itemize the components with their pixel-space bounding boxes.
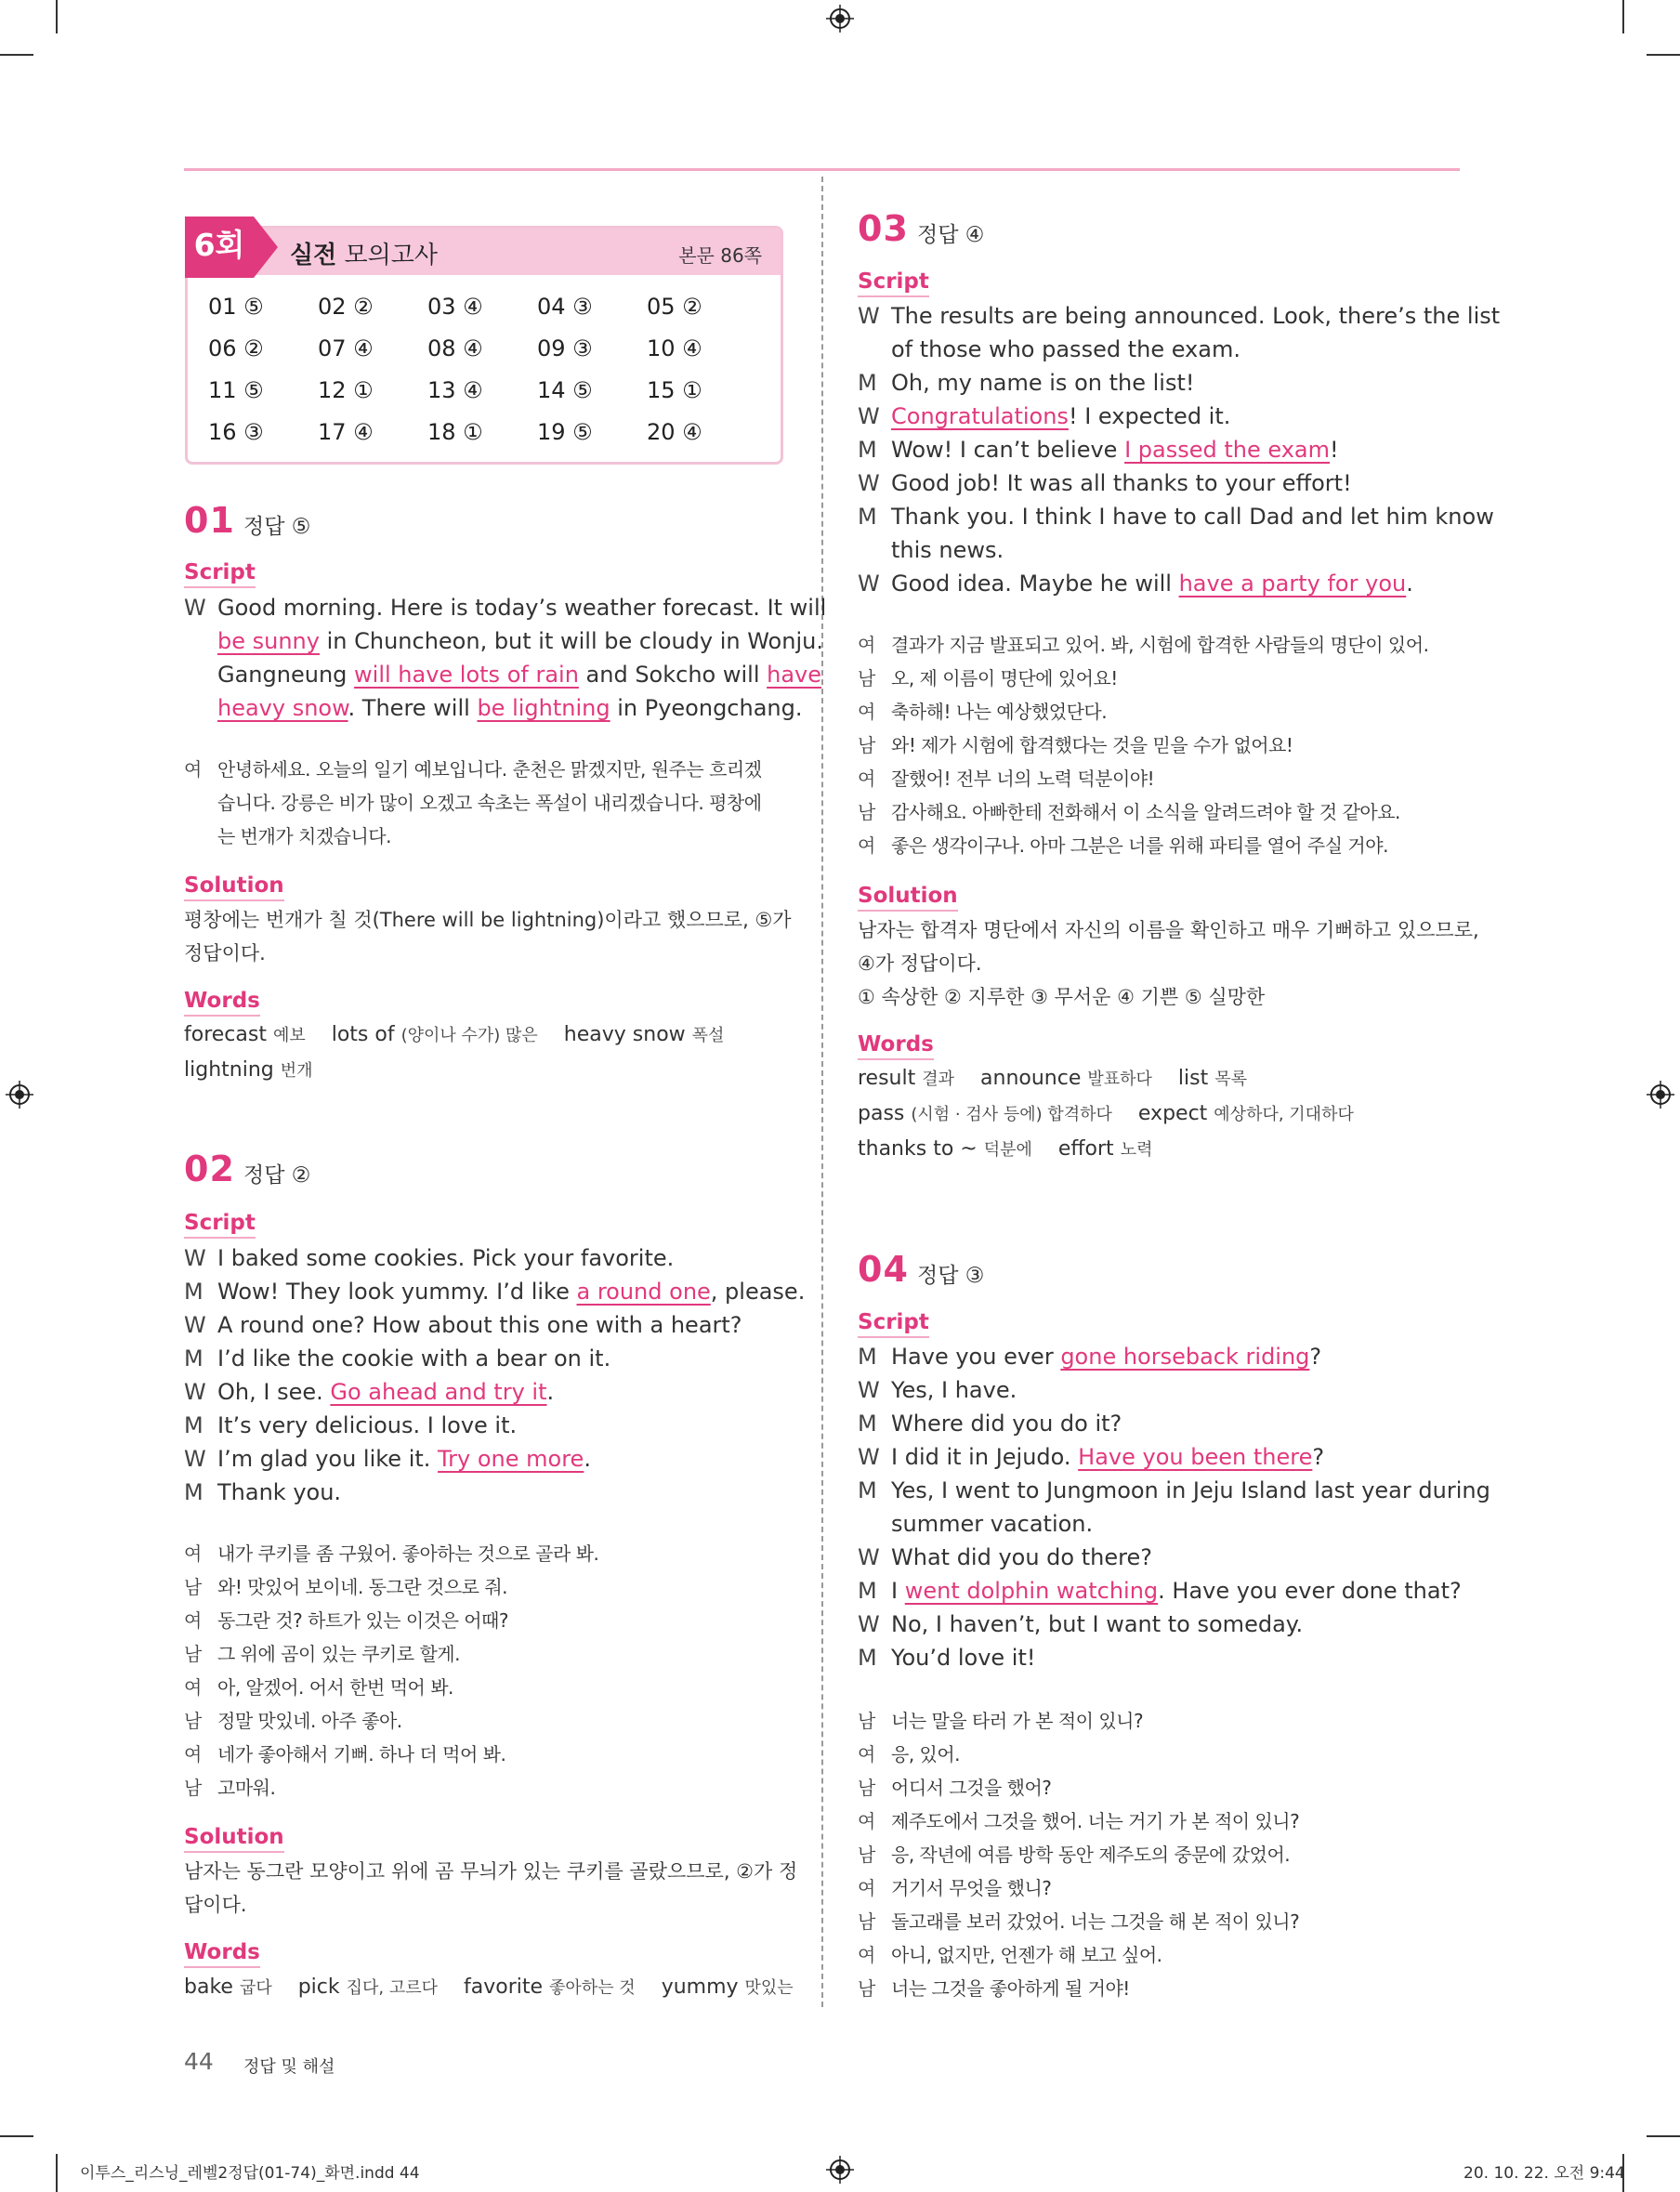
script-heading: Script — [184, 560, 256, 588]
solution-text: 평창에는 번개가 칠 것(There will be lightning)이라고 했으므로, ⑤가 정답이다. — [184, 909, 792, 965]
registration-mark-icon — [826, 2156, 854, 2184]
translation-line: 남 그 위에 곰이 있는 쿠키로 할게. — [184, 1643, 460, 1665]
script-line: W Good morning. Here is today’s weather forecast. It will — [184, 595, 827, 621]
test-title: 실전 모의고사 — [290, 242, 438, 269]
script-block — [858, 299, 1501, 600]
translation-line: 남 너는 그것을 좋아하게 될 거야! — [858, 1977, 1130, 2000]
registration-mark-icon — [826, 5, 854, 33]
script-line: M Yes, I went to Jungmoon in Jeju Island last year during — [858, 1477, 1490, 1503]
translation-line: 여 안녕하세요. 오늘의 일기 예보입니다. 춘천은 맑겠지만, 원주는 흐리겠 — [184, 758, 762, 781]
question-answer: 정답 ⑤ — [243, 515, 311, 539]
solution-heading: Solution — [184, 1825, 284, 1853]
script-heading: Script — [184, 1211, 256, 1239]
answer-item: 03 ④ — [427, 294, 483, 320]
key-phrase: Try one more — [438, 1446, 584, 1472]
crop-mark — [1622, 0, 1624, 33]
question-number: 02 — [184, 1149, 235, 1189]
answer-item: 06 ② — [208, 335, 264, 361]
script-line: M Have you ever gone horseback riding? — [858, 1344, 1322, 1370]
key-phrase: gone horseback riding — [1060, 1344, 1310, 1370]
answer-item: 07 ④ — [318, 335, 374, 361]
answer-item: 17 ④ — [318, 419, 374, 445]
print-slug-file: 이투스_리스닝_레벨2정답(01-74)_화면.indd 44 — [80, 2164, 420, 2183]
answer-box-header — [188, 229, 781, 275]
answer-item: 10 ④ — [647, 335, 702, 361]
script-line: M Thank you. I think I have to call Dad and let him know — [858, 504, 1494, 530]
answer-item: 16 ③ — [208, 419, 264, 445]
answer-item: 11 ⑤ — [208, 377, 264, 403]
crop-mark — [1647, 54, 1680, 56]
script-line: W I’m glad you like it. Try one more. — [184, 1446, 591, 1472]
key-phrase: Congratulations — [891, 403, 1069, 429]
translation-line: 남 감사해요. 아빠한테 전화해서 이 소식을 알려드려야 할 것 같아요. — [858, 801, 1400, 823]
crop-mark — [0, 2135, 33, 2137]
answer-item: 12 ① — [318, 377, 374, 403]
translation-line: 는 번개가 치겠습니다. — [217, 825, 391, 847]
words-heading: Words — [184, 989, 260, 1017]
solution-text: 남자는 합격자 명단에서 자신의 이름을 확인하고 매우 기뻐하고 있으므로, ④가 정답이다. ① 속상한 ② 지루한 ③ 무서운 ④ 기쁜 ⑤ 실망한 — [858, 919, 1479, 1008]
answer-box — [185, 226, 783, 465]
solution-heading: Solution — [858, 884, 958, 912]
script-line: be sunny in Chuncheon, but it will be cloudy in Wonju. — [217, 628, 823, 654]
solution-heading: Solution — [184, 873, 284, 901]
key-phrase: will have lots of rain — [354, 662, 579, 688]
script-line: W Good job! It was all thanks to your effort! — [858, 470, 1352, 496]
crop-mark — [1647, 2135, 1680, 2137]
key-phrase: Go ahead and try it — [330, 1379, 547, 1405]
translation-line: 남 오, 제 이름이 명단에 있어요! — [858, 667, 1118, 689]
page-reference: 본문 86쪽 — [678, 244, 762, 267]
script-line: W I did it in Jejudo. Have you been there? — [858, 1444, 1325, 1470]
words-list: forecast 예보 lots of (양이나 수가) 많은 heavy snow 폭설 lightning 번개 — [184, 1023, 725, 1082]
translation-line: 여 잘했어! 전부 너의 노력 덕분이야! — [858, 768, 1155, 790]
translation-line: 여 내가 쿠키를 좀 구웠어. 좋아하는 것으로 골라 봐. — [184, 1542, 599, 1565]
key-phrase: be sunny — [217, 628, 320, 654]
key-phrase: a round one — [576, 1279, 711, 1305]
script-line: Gangneung will have lots of rain and Sokcho will have — [217, 662, 822, 688]
translation-block — [184, 753, 788, 853]
translation-line: 여 네가 좋아해서 기뻐. 하나 더 먹어 봐. — [184, 1743, 506, 1765]
script-line: this news. — [891, 537, 1004, 563]
translation-line: 여 거기서 무엇을 했니? — [858, 1877, 1052, 1899]
translation-line: 여 아니, 없지만, 언젠가 해 보고 싶어. — [858, 1944, 1162, 1966]
page-number: 44 — [184, 2048, 214, 2075]
answer-item: 19 ⑤ — [537, 419, 593, 445]
answer-item: 15 ① — [647, 377, 702, 403]
script-line: M Wow! I can’t believe I passed the exam! — [858, 437, 1339, 463]
translation-line: 남 와! 제가 시험에 합격했다는 것을 믿을 수가 없어요! — [858, 734, 1293, 756]
answer-item: 18 ① — [427, 419, 483, 445]
script-line: M I went dolphin watching. Have you ever done that? — [858, 1578, 1462, 1604]
words-list: bake 굽다 pick 집다, 고르다 favorite 좋아하는 것 yummy 맛있는 — [184, 1975, 794, 1999]
answer-grid — [208, 294, 747, 447]
script-line: M Wow! They look yummy. I’d like a round one, please. — [184, 1279, 806, 1305]
answer-item: 20 ④ — [647, 419, 702, 445]
words-list: result 결과 announce 발표하다 list 목록 pass (시험 · 검사 등에) 합격하다 expect 예상하다, 기대하다 thanks to ~ 덕분에 effort 노력 — [858, 1067, 1354, 1161]
key-phrase: have a party for you — [1178, 571, 1407, 597]
test-number-badge: 6회 — [185, 217, 254, 278]
answer-item: 01 ⑤ — [208, 294, 264, 320]
registration-mark-icon — [6, 1081, 33, 1109]
key-phrase: went dolphin watching — [904, 1578, 1159, 1604]
script-heading: Script — [858, 1310, 929, 1338]
script-line: W Oh, I see. Go ahead and try it. — [184, 1379, 555, 1405]
script-line: M Thank you. — [184, 1479, 342, 1505]
script-line: W Yes, I have. — [858, 1377, 1017, 1403]
script-line: W No, I haven’t, but I want to someday. — [858, 1611, 1304, 1637]
script-line: M I’d like the cookie with a bear on it. — [184, 1345, 611, 1372]
script-line: W A round one? How about this one with a heart? — [184, 1312, 742, 1338]
crop-mark — [56, 0, 58, 33]
footer-title: 정답 및 해설 — [243, 2057, 335, 2077]
translation-line: 여 응, 있어. — [858, 1743, 961, 1765]
question-answer: 정답 ② — [243, 1163, 311, 1188]
question-answer: 정답 ④ — [917, 223, 985, 247]
script-line: W I baked some cookies. Pick your favorite. — [184, 1245, 675, 1271]
script-line: heavy snow. There will be lightning in Pyeongchang. — [217, 695, 803, 721]
key-phrase: be lightning — [477, 695, 610, 721]
question-number: 01 — [184, 500, 235, 541]
translation-line: 남 와! 맛있어 보이네. 동그란 것으로 줘. — [184, 1576, 507, 1598]
script-line: M Oh, my name is on the list! — [858, 370, 1195, 396]
answer-item: 02 ② — [318, 294, 374, 320]
translation-line: 여 축하해! 나는 예상했었단다. — [858, 701, 1108, 723]
question-answer: 정답 ③ — [917, 1264, 985, 1288]
translation-line: 여 결과가 지금 발표되고 있어. 봐, 시험에 합격한 사람들의 명단이 있어. — [858, 634, 1429, 656]
translation-line: 남 고마워. — [184, 1777, 276, 1799]
answer-item: 13 ④ — [427, 377, 483, 403]
script-line: M It’s very delicious. I love it. — [184, 1412, 518, 1438]
question-number: 03 — [858, 208, 909, 249]
script-line: W The results are being announced. Look, there’s the list — [858, 303, 1501, 329]
script-heading: Script — [858, 269, 929, 297]
key-phrase: I passed the exam — [1124, 437, 1331, 463]
translation-block — [858, 1704, 1462, 2005]
translation-line: 남 너는 말을 타러 가 본 적이 있니? — [858, 1710, 1144, 1732]
words-heading: Words — [858, 1032, 934, 1060]
script-line: W What did you do there? — [858, 1544, 1152, 1570]
answer-item: 14 ⑤ — [537, 377, 593, 403]
script-line: W Congratulations! I expected it. — [858, 403, 1231, 429]
translation-block — [184, 1537, 788, 1805]
script-line: summer vacation. — [891, 1511, 1094, 1537]
translation-line: 남 돌고래를 보러 갔었어. 너는 그것을 해 본 적이 있니? — [858, 1910, 1300, 1933]
key-phrase: heavy snow — [217, 695, 348, 721]
key-phrase: Have you been there — [1078, 1444, 1313, 1470]
script-block — [184, 1241, 806, 1509]
column-divider — [821, 177, 823, 2007]
translation-line: 습니다. 강릉은 비가 많이 오겠고 속초는 폭설이 내리겠습니다. 평창에 — [217, 792, 762, 814]
crop-mark — [0, 54, 33, 56]
answer-item: 04 ③ — [537, 294, 593, 320]
top-rule — [184, 168, 1460, 171]
script-block — [184, 591, 827, 725]
script-block — [858, 1340, 1490, 1674]
answer-item: 08 ④ — [427, 335, 483, 361]
translation-line: 여 좋은 생각이구나. 아마 그분은 너를 위해 파티를 열어 주실 거야. — [858, 834, 1388, 857]
translation-line: 여 아, 알겠어. 어서 한번 먹어 봐. — [184, 1676, 453, 1699]
registration-mark-icon — [1647, 1081, 1674, 1109]
answer-item: 09 ③ — [537, 335, 593, 361]
question-number: 04 — [858, 1249, 909, 1290]
script-line: M You’d love it! — [858, 1645, 1036, 1671]
print-slug-date: 20. 10. 22. 오전 9:44 — [1463, 2164, 1625, 2183]
crop-mark — [56, 2154, 58, 2192]
script-line: of those who passed the exam. — [891, 336, 1240, 362]
translation-block — [858, 628, 1462, 862]
answer-item: 05 ② — [647, 294, 702, 320]
script-line: M Where did you do it? — [858, 1411, 1122, 1437]
translation-line: 남 어디서 그것을 했어? — [858, 1777, 1052, 1799]
translation-line: 여 동그란 것? 하트가 있는 이것은 어때? — [184, 1609, 508, 1632]
translation-line: 남 응, 작년에 여름 방학 동안 제주도의 중문에 갔었어. — [858, 1844, 1291, 1866]
translation-line: 남 정말 맛있네. 아주 좋아. — [184, 1710, 402, 1732]
translation-line: 여 제주도에서 그것을 했어. 너는 거기 가 본 적이 있니? — [858, 1810, 1300, 1832]
script-line: W Good idea. Maybe he will have a party for you. — [858, 571, 1413, 597]
key-phrase: have — [767, 662, 822, 688]
solution-text: 남자는 동그란 모양이고 위에 곰 무늬가 있는 쿠키를 골랐으므로, ②가 정 답이다. — [184, 1860, 798, 1916]
words-heading: Words — [184, 1940, 260, 1968]
